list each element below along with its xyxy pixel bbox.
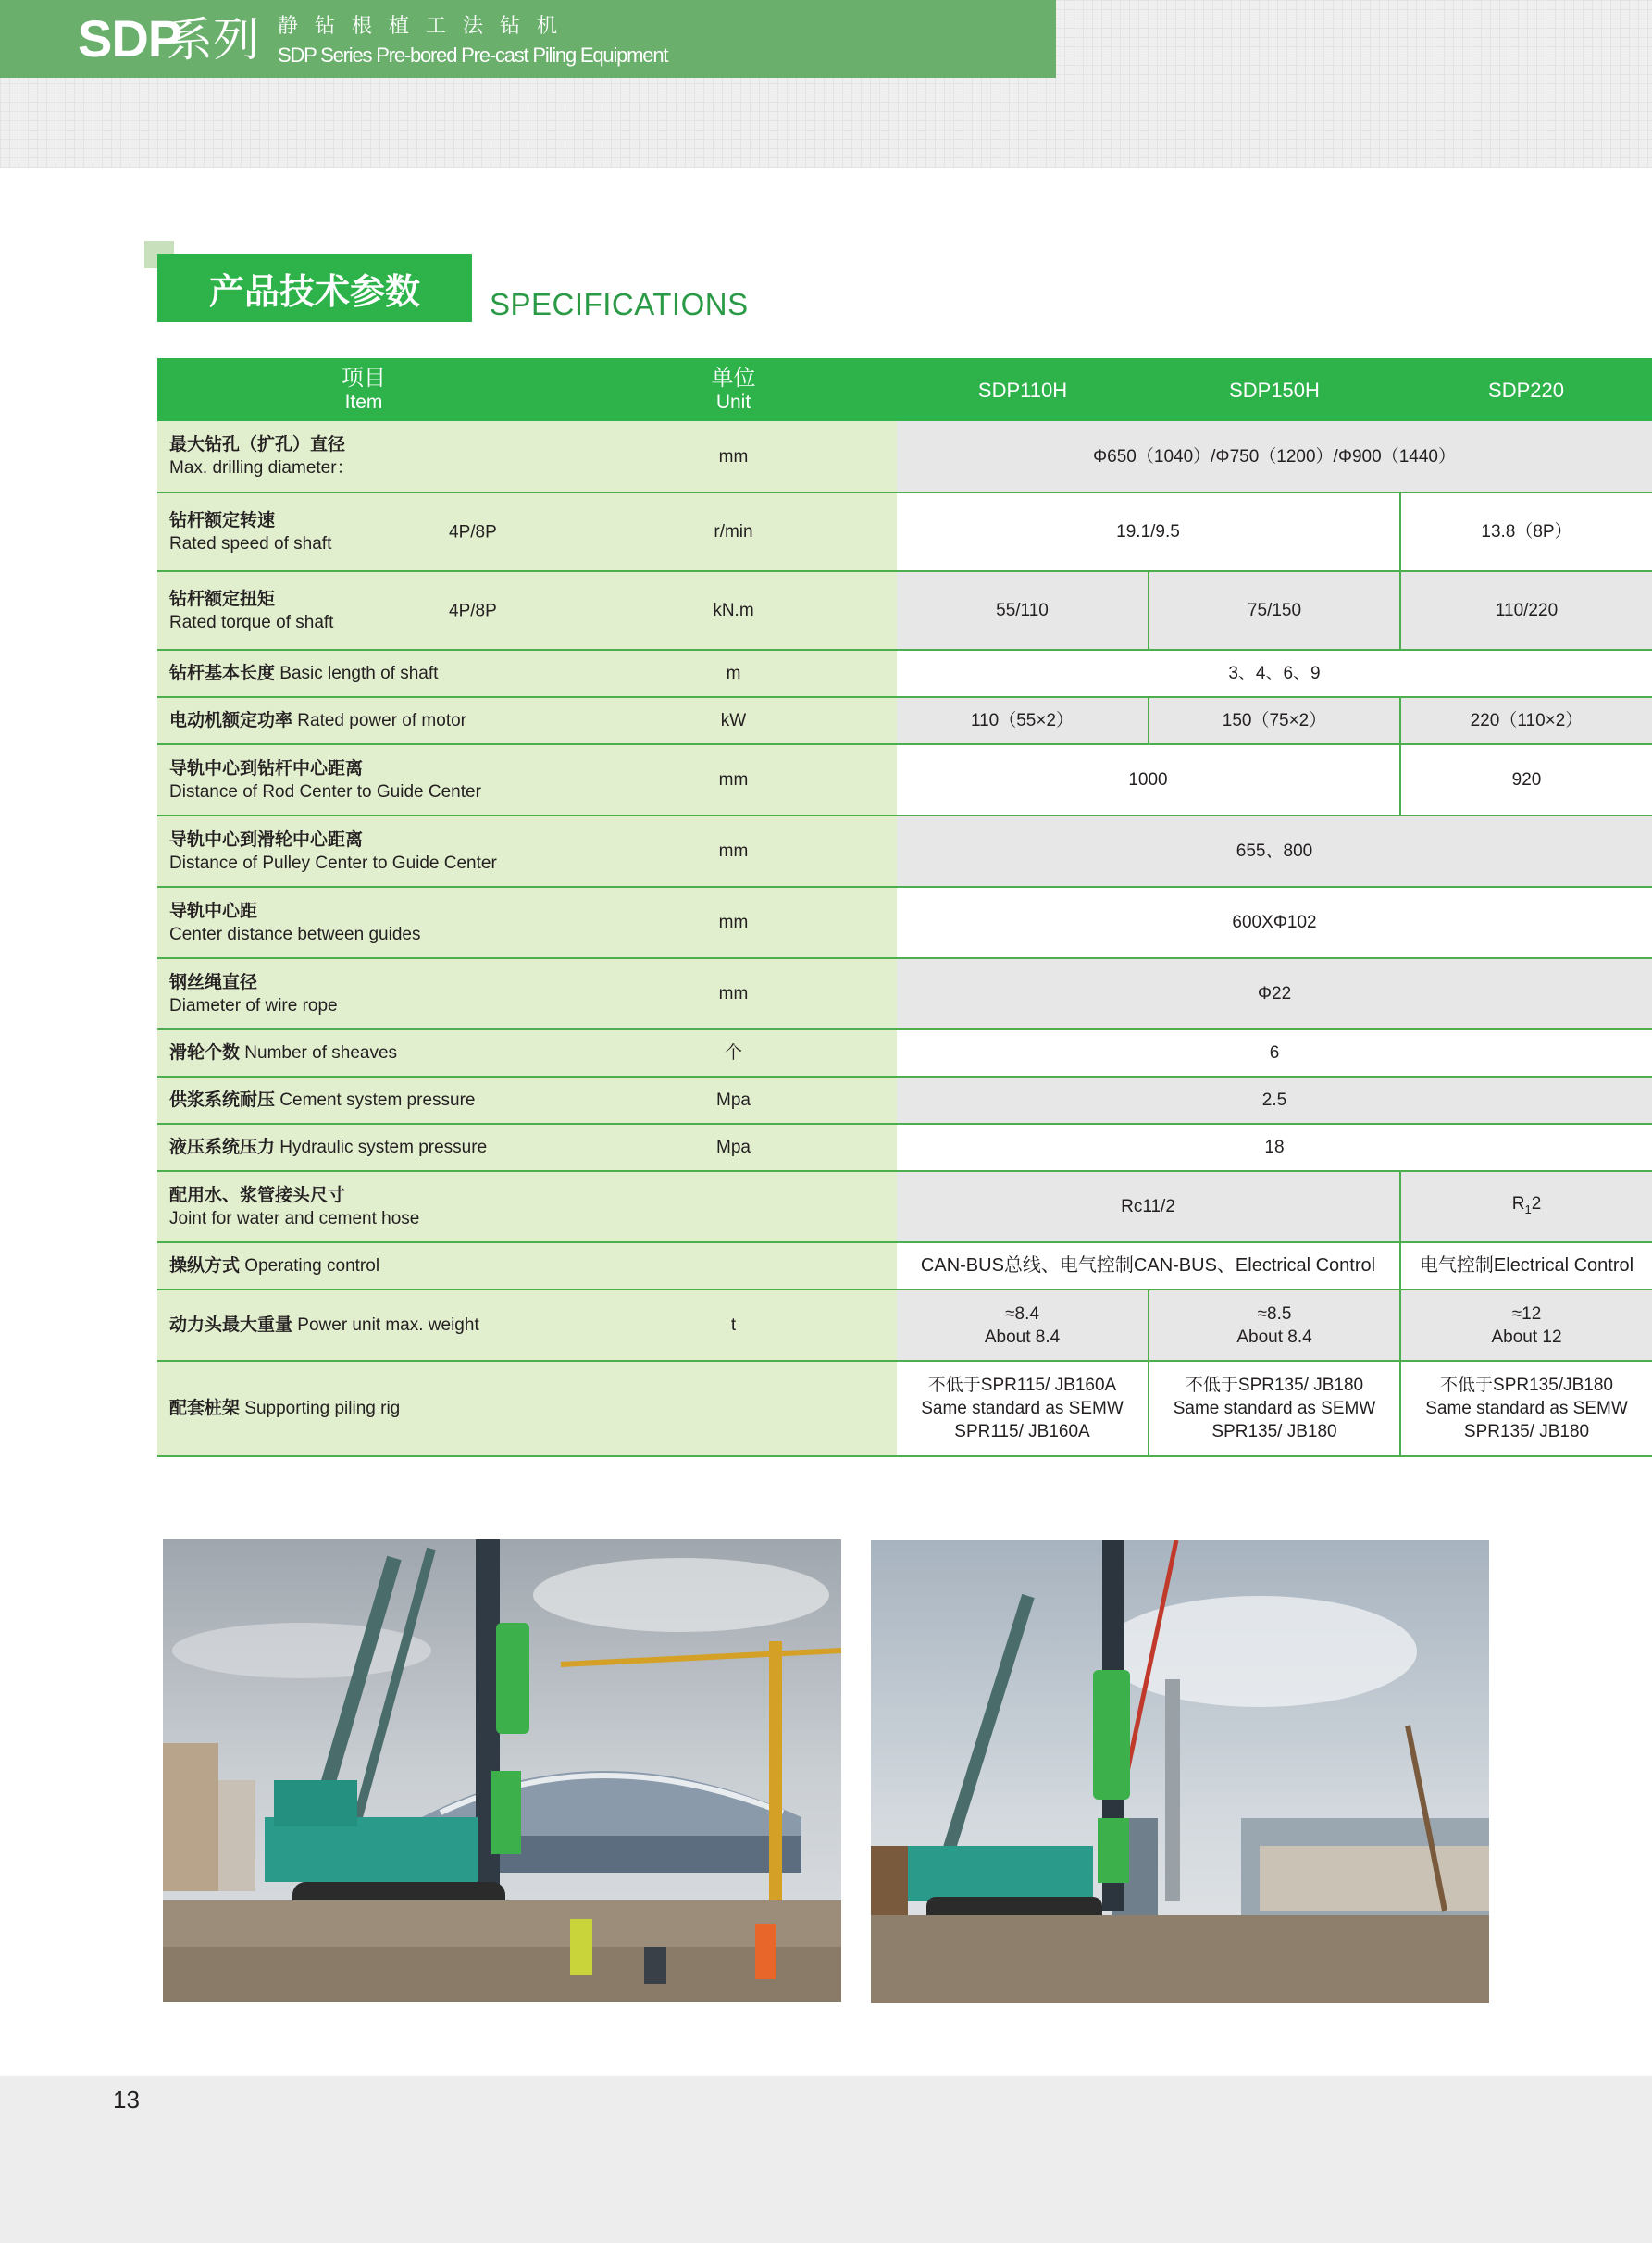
row-unit (570, 1242, 897, 1290)
col-header-model: SDP150H (1149, 358, 1400, 421)
row-label: 钻杆额定扭矩 Rated torque of shaft 4P/8P (157, 571, 570, 650)
table-header-row (157, 358, 1652, 421)
row-value: 2.5 (897, 1077, 1652, 1124)
row-unit: Mpa (570, 1077, 897, 1124)
table-row (157, 650, 1652, 697)
header-cn-subtitle: 静钻根植工法钻机 (278, 15, 575, 38)
row-unit (570, 1171, 897, 1242)
spec-table (157, 358, 1652, 1457)
row-value: Φ22 (897, 958, 1652, 1029)
table-row (157, 1171, 1652, 1242)
row-value: 55/110 (897, 571, 1149, 650)
row-value: 1000 (897, 744, 1400, 816)
row-label: 最大钻孔（扩孔）直径 Max. drilling diameter： (157, 421, 570, 492)
row-value: 920 (1400, 744, 1652, 816)
row-unit: mm (570, 816, 897, 887)
row-label: 导轨中心到钻杆中心距离 Distance of Rod Center to Guide Center (157, 744, 570, 816)
row-value: 75/150 (1149, 571, 1400, 650)
table-row (157, 1361, 1652, 1456)
col-header-unit: 单位 Unit (570, 358, 897, 421)
row-value: 655、800 (897, 816, 1652, 887)
row-value: 18 (897, 1124, 1652, 1171)
row-label: 供浆系统耐压 Cement system pressure (157, 1077, 570, 1124)
row-unit: mm (570, 421, 897, 492)
row-unit: kN.m (570, 571, 897, 650)
row-value: Rc11/2 (897, 1171, 1400, 1242)
site-photo-right (871, 1540, 1489, 2003)
row-unit: mm (570, 744, 897, 816)
row-label: 电动机额定功率 Rated power of motor (157, 697, 570, 744)
row-label: 配用水、浆管接头尺寸 Joint for water and cement hose (157, 1171, 570, 1242)
row-unit: m (570, 650, 897, 697)
page-number: 13 (113, 2086, 140, 2113)
row-value: 110（55×2） (897, 697, 1149, 744)
row-value: 19.1/9.5 (897, 492, 1400, 571)
row-value: ≈8.5 About 8.4 (1149, 1290, 1400, 1361)
row-value: 不低于SPR115/ JB160A Same standard as SEMW SPR115/ JB160A (897, 1361, 1149, 1456)
row-value: 6 (897, 1029, 1652, 1077)
table-row (157, 1029, 1652, 1077)
row-label: 液压系统压力 Hydraulic system pressure (157, 1124, 570, 1171)
row-label: 动力头最大重量 Power unit max. weight (157, 1290, 570, 1361)
row-value: 不低于SPR135/ JB180 Same standard as SEMW SPR135/ JB180 (1149, 1361, 1400, 1456)
row-unit: mm (570, 958, 897, 1029)
row-value: 600XΦ102 (897, 887, 1652, 958)
section-title-cn: 产品技术参数 (157, 254, 472, 322)
row-value: ≈12 About 12 (1400, 1290, 1652, 1361)
table-row (157, 492, 1652, 571)
site-photo-left (163, 1539, 841, 2002)
table-row (157, 697, 1652, 744)
row-value: 13.8（8P） (1400, 492, 1652, 571)
row-value: CAN-BUS总线、电气控制CAN-BUS、Electrical Control (897, 1242, 1400, 1290)
table-row (157, 1077, 1652, 1124)
row-value: $R_12$ (1400, 1171, 1652, 1242)
row-value: 220（110×2） (1400, 697, 1652, 744)
row-unit: t (570, 1290, 897, 1361)
row-label: 导轨中心距 Center distance between guides (157, 887, 570, 958)
row-label: 钻杆额定转速 Rated speed of shaft 4P/8P (157, 492, 570, 571)
section-title-en: SPECIFICATIONS (490, 287, 749, 321)
row-value: 电气控制Electrical Control (1400, 1242, 1652, 1290)
table-row (157, 958, 1652, 1029)
row-value: 不低于SPR135/JB180 Same standard as SEMW SPR135/ JB180 (1400, 1361, 1652, 1456)
col-header-model: SDP220 (1400, 358, 1652, 421)
row-unit: kW (570, 697, 897, 744)
row-label: 导轨中心到滑轮中心距离 Distance of Pulley Center to Guide Center (157, 816, 570, 887)
row-unit: r/min (570, 492, 897, 571)
row-unit: Mpa (570, 1124, 897, 1171)
row-value: Φ650（1040）/Φ750（1200）/Φ900（1440） (897, 421, 1652, 492)
row-label: 配套桩架 Supporting piling rig (157, 1361, 570, 1456)
row-value: 150（75×2） (1149, 697, 1400, 744)
row-value: 3、4、6、9 (897, 650, 1652, 697)
table-row (157, 744, 1652, 816)
row-value: 110/220 (1400, 571, 1652, 650)
series-label: 系列 (167, 13, 259, 67)
row-value: ≈8.4 About 8.4 (897, 1290, 1149, 1361)
row-unit: mm (570, 887, 897, 958)
table-row (157, 421, 1652, 492)
col-header-item: 项目 Item (157, 358, 570, 421)
row-label: 操纵方式 Operating control (157, 1242, 570, 1290)
col-header-model: SDP110H (897, 358, 1149, 421)
table-row (157, 1290, 1652, 1361)
header-en-subtitle: SDP Series Pre-bored Pre-cast Piling Equipment (278, 44, 668, 67)
table-row (157, 571, 1652, 650)
table-row (157, 1242, 1652, 1290)
row-label: 滑轮个数 Number of sheaves (157, 1029, 570, 1077)
table-row (157, 816, 1652, 887)
row-unit (570, 1361, 897, 1456)
page-footer (0, 2076, 1652, 2243)
row-label: 钻杆基本长度 Basic length of shaft (157, 650, 570, 697)
row-label: 钢丝绳直径 Diameter of wire rope (157, 958, 570, 1029)
table-row (157, 887, 1652, 958)
row-unit: 个 (570, 1029, 897, 1077)
series-logo: SDP (78, 9, 182, 68)
table-row (157, 1124, 1652, 1171)
